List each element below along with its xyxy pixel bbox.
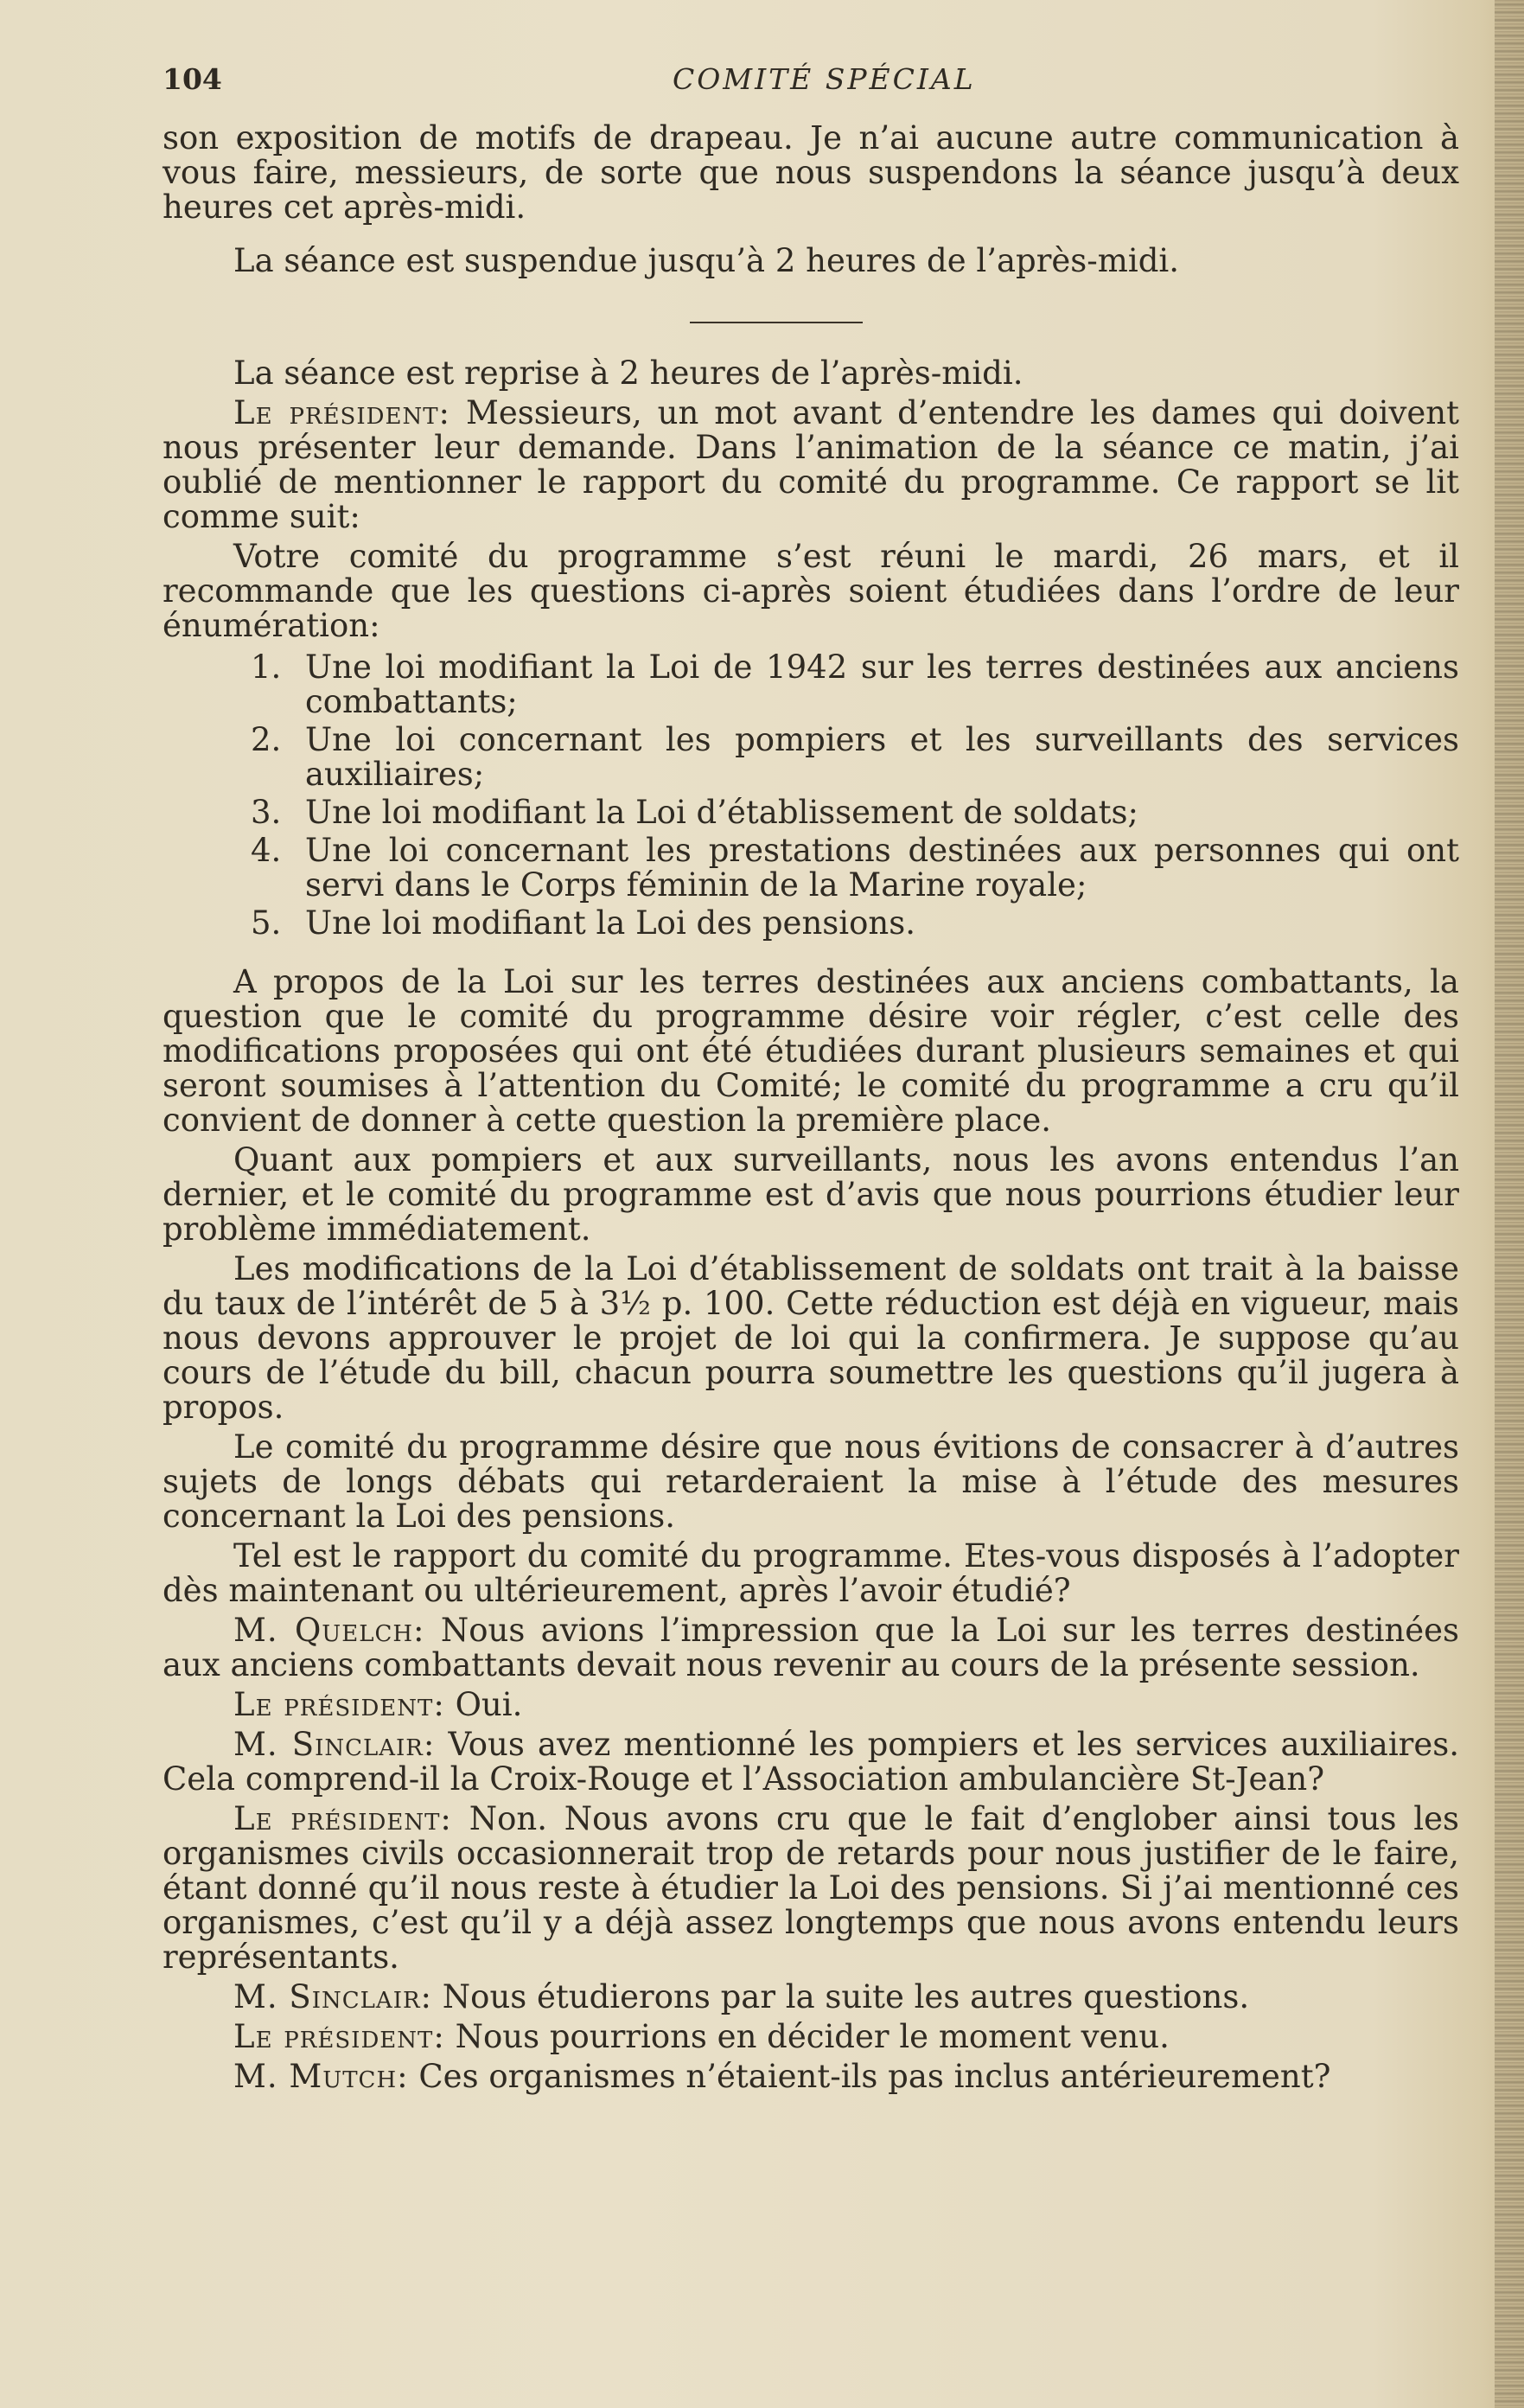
exchange-sinclair — [163, 1980, 1459, 2015]
speaker-label: M. Sinclair: — [233, 1978, 433, 2015]
list-item-text: Une loi modifiant la Loi de 1942 sur les terres destinées aux anciens combattants; — [305, 648, 1459, 720]
list-item — [163, 723, 1459, 792]
page-number: 104 — [163, 62, 222, 96]
speech-text: Nous pourrions en décider le moment venu. — [455, 2018, 1170, 2055]
speaker-label: M. Quelch: — [233, 1612, 425, 1649]
speaker-label: M. Sinclair: — [233, 1726, 436, 1763]
resumption-note: La séance est reprise à 2 heures de l’après-midi. — [233, 354, 1023, 392]
report-paragraph: Quant aux pompiers et aux surveillants, nous les avons entendus l’an dernier, et le comité du programme est d’avis que nous pourrions étudier leur problème immédiatement. — [163, 1141, 1459, 1248]
speaker-label: Le président: — [233, 394, 451, 431]
running-title: COMITÉ SPÉCIAL — [673, 62, 976, 96]
speech-text: Nous avions l’impression que la Loi sur les terres destinées aux anciens combattants devait nous revenir au cours de la présente session. — [163, 1612, 1460, 1683]
president-intro — [163, 396, 1459, 534]
exchange-sinclair — [163, 1728, 1459, 1797]
list-item-number: 1. — [251, 648, 282, 686]
speech-text: Ces organismes n’étaient-ils pas inclus antérieurement? — [418, 2058, 1331, 2095]
exchange-quelch — [163, 1613, 1459, 1683]
list-item — [163, 906, 1459, 941]
paragraph-continuation: son exposition de motifs de drapeau. Je n’ai aucune autre communication à vous faire, messieurs, de sorte que nous suspendons la séance jusqu’à deux heures cet après-midi. — [163, 119, 1459, 226]
page-header — [163, 59, 1476, 102]
speaker-label: Le président: — [233, 1800, 452, 1837]
report-paragraph: A propos de la Loi sur les terres destinées aux anciens combattants, la question que le comité du programme désire voir régler, c’est celle des modifications proposées qui ont été étudiées durant plusieurs semaines et qui seront soumises à l’attention du Comité; le comité du programme a cru qu’il convient de donner à cette question la première place. — [163, 963, 1459, 1139]
report-intro: Votre comité du programme s’est réuni le mardi, 26 mars, et il recommande que les questions ci-après soient étudiées dans l’ordre de leur énumération: — [163, 538, 1459, 644]
document-body — [163, 121, 1459, 2099]
speaker-label: M. Mutch: — [233, 2058, 409, 2095]
list-item-number: 5. — [251, 904, 282, 942]
section-divider — [690, 322, 863, 323]
list-item-text: Une loi modifiant la Loi d’établissement de soldats; — [305, 794, 1138, 831]
list-item-text: Une loi concernant les prestations destinées aux personnes qui ont servi dans le Corps féminin de la Marine royale; — [305, 832, 1459, 904]
list-item-text: Une loi concernant les pompiers et les surveillants des services auxiliaires; — [305, 721, 1459, 793]
speech-text: Oui. — [455, 1686, 523, 1723]
speech-text: Vous avez mentionné les pompiers et les services auxiliaires. Cela comprend-il la Croix-Rouge et l’Association ambulancière St-Jean? — [163, 1726, 1460, 1798]
exchange-president — [163, 1688, 1459, 1722]
page-edge-shadow — [1495, 0, 1524, 2408]
exchange-mutch — [163, 2060, 1459, 2094]
list-item-number: 3. — [251, 794, 282, 831]
speaker-label: Le président: — [233, 1686, 445, 1723]
list-item-number: 4. — [251, 832, 282, 869]
report-paragraph: Tel est le rapport du comité du programme. Etes-vous disposés à l’adopter dès maintenant ou ultérieurement, après l’avoir étudié? — [163, 1537, 1459, 1609]
list-item-text: Une loi modifiant la Loi des pensions. — [305, 904, 915, 942]
report-paragraph: Le comité du programme désire que nous évitions de consacrer à d’autres sujets de longs débats qui retarderaient la mise à l’étude des mesures concernant la Loi des pensions. — [163, 1428, 1459, 1535]
suspension-note: La séance est suspendue jusqu’à 2 heures de l’après-midi. — [233, 242, 1179, 279]
speaker-label: Le président: — [233, 2018, 445, 2055]
speech-text: Non. Nous avons cru que le fait d’englober ainsi tous les organismes civils occasionnerait trop de retards pour nous justifier de le faire, étant donné qu’il nous reste à étudier la Loi des pensions. Si j’ai mentionné ces organismes, c’est qu’il y a déjà assez longtemps que nous avons entendu leurs représentants. — [163, 1800, 1460, 1976]
list-item-number: 2. — [251, 721, 282, 758]
list-item — [163, 795, 1459, 830]
bill-list — [163, 650, 1459, 941]
list-item — [163, 834, 1459, 903]
speech-text: Messieurs, un mot avant d’entendre les dames qui doivent nous présenter leur demande. Dans l’animation de la séance ce matin, j’ai oublié de mentionner le rapport du comité du programme. Ce rapport se lit comme suit: — [163, 394, 1460, 535]
report-paragraph: Les modifications de la Loi d’établissement de soldats ont trait à la baisse du taux de l’intérêt de 5 à 3½ p. 100. Cette réduction est déjà en vigueur, mais nous devons approuver le projet de loi qui la confirmera. Je suppose qu’au cours de l’étude du bill, chacun pourra soumettre les questions qu’il jugera à propos. — [163, 1250, 1459, 1426]
speech-text: Nous étudierons par la suite les autres questions. — [442, 1978, 1250, 2015]
list-item — [163, 650, 1459, 719]
exchange-president — [163, 1802, 1459, 1975]
exchange-president — [163, 2020, 1459, 2054]
